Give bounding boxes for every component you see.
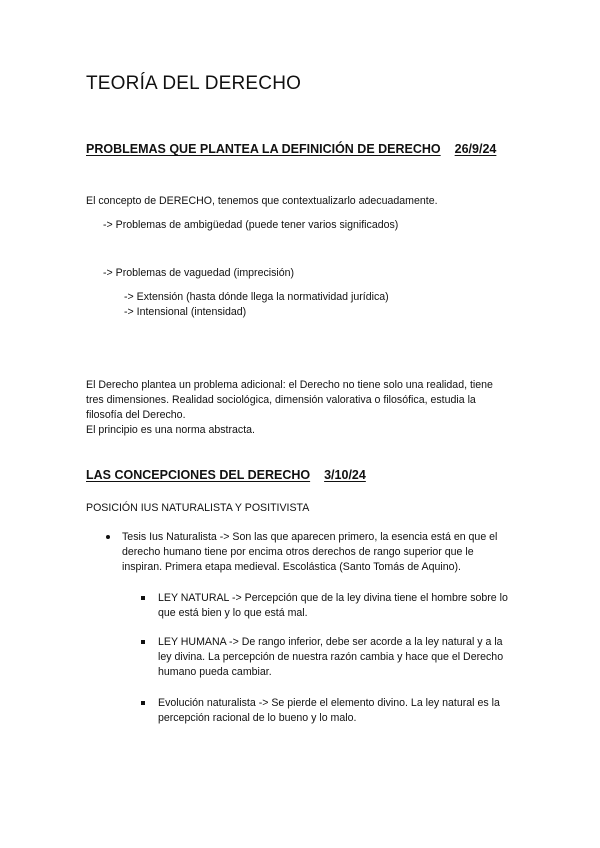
- subbullet-line: Evolución naturalista -> Se pierde el elemento divino. La ley natural es la: [158, 697, 500, 709]
- bullet-line: derecho humano tiene por encima otros derechos de rango superior que le: [122, 546, 474, 558]
- subbullet-ley-humana: [158, 635, 503, 680]
- section2-heading-text: LAS CONCEPCIONES DEL DERECHO: [86, 468, 311, 482]
- square-bullet-icon: [141, 596, 145, 600]
- bullet-dot-icon: [106, 535, 110, 539]
- subbullet-line: LEY HUMANA -> De rango inferior, debe ser acorde a la ley natural y a la: [158, 636, 503, 648]
- section1-intro: El concepto de DERECHO, tenemos que contextualizarlo adecuadamente.: [86, 195, 438, 207]
- section1-date: 26/9/24: [454, 142, 497, 156]
- subbullet-line: humano pueda cambiar.: [158, 666, 272, 678]
- subbullet-line: ley divina. La percepción de nuestra razón cambia y hace que el Derecho: [158, 651, 504, 663]
- section1-heading: [86, 142, 496, 156]
- subbullet-ley-natural: [158, 591, 508, 621]
- section1-subitem-intensional: -> Intensional (intensidad): [124, 306, 247, 318]
- paragraph-line: El Derecho plantea un problema adicional: el Derecho no tiene solo una realidad, tiene: [86, 379, 493, 391]
- subbullet-line: que está bien y lo que está mal.: [158, 607, 308, 619]
- subbullet-evolucion-naturalista: [158, 696, 500, 726]
- square-bullet-icon: [141, 701, 145, 705]
- paragraph-line: tres dimensiones. Realidad sociológica, dimensión valorativa o filosófica, estudia la: [86, 394, 476, 406]
- page-title: TEORÍA DEL DERECHO: [86, 73, 302, 94]
- section1-subitem-extension: -> Extensión (hasta dónde llega la normatividad jurídica): [124, 291, 389, 303]
- bullet-line: inspiran. Primera etapa medieval. Escolástica (Santo Tomás de Aquino).: [122, 561, 461, 573]
- section2-subheading: POSICIÓN IUS NATURALISTA Y POSITIVISTA: [86, 502, 310, 514]
- subbullet-line: percepción racional de lo bueno y lo malo.: [158, 712, 357, 724]
- section2-heading: [86, 468, 366, 482]
- section2-date: 3/10/24: [324, 468, 366, 482]
- section1-item-ambiguity: -> Problemas de ambigüedad (puede tener varios significados): [103, 219, 399, 231]
- subbullet-line: LEY NATURAL -> Percepción que de la ley divina tiene el hombre sobre lo: [158, 592, 508, 604]
- paragraph-line: El principio es una norma abstracta.: [86, 424, 255, 436]
- bullet-line: Tesis Ius Naturalista -> Son las que aparecen primero, la esencia está en que el: [122, 531, 498, 543]
- square-bullet-icon: [141, 640, 145, 644]
- section1-paragraph: [86, 378, 493, 438]
- paragraph-line: filosofía del Derecho.: [86, 409, 186, 421]
- section1-heading-text: PROBLEMAS QUE PLANTEA LA DEFINICIÓN DE DERECHO: [86, 142, 441, 156]
- section1-item-vagueness: -> Problemas de vaguedad (imprecisión): [103, 267, 295, 279]
- bullet-ius-naturalista: [122, 530, 497, 575]
